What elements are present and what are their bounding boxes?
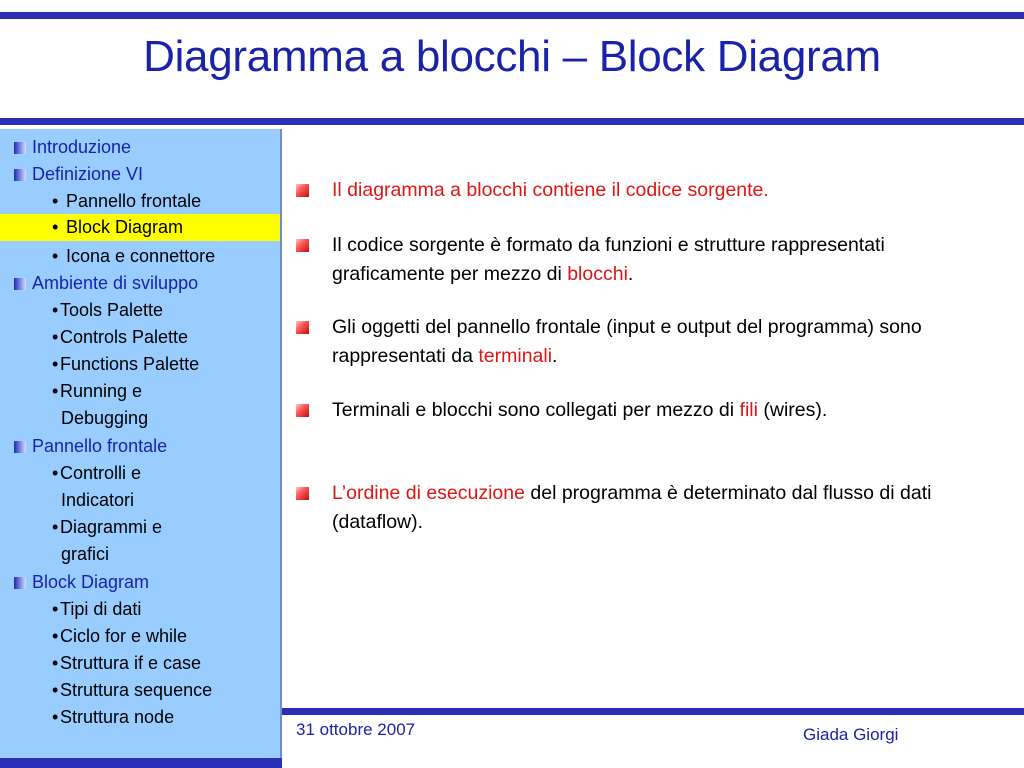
sidebar-subitem-pannello-frontale[interactable] (0, 188, 280, 215)
bullet-text-emphasis: L’ordine di esecuzione (332, 482, 525, 504)
bullet-text (332, 231, 972, 289)
dot-bullet: • (52, 653, 59, 673)
sidebar-item-label: Tipi di dati (60, 599, 142, 619)
bullet-text: Il diagramma a blocchi contiene il codice sorgente. (332, 179, 769, 201)
sidebar-item-label: Struttura if e case (60, 653, 202, 673)
bullet-text-plain: Gli oggetti del pannello frontale (input e output del programma) sono rappresentati da (332, 316, 922, 367)
bullet-text-emphasis: fili (739, 399, 758, 421)
sidebar-subitem-icona-connettore[interactable] (0, 243, 280, 270)
red-square-bullet-icon (296, 239, 309, 252)
sidebar-item-ambiente-sviluppo[interactable] (0, 270, 280, 297)
bullet-text-emphasis: terminali (478, 345, 553, 367)
footer-author: Giada Giorgi (803, 725, 899, 744)
footer-date: 31 ottobre 2007 (296, 720, 416, 739)
sidebar-item-label: Debugging (61, 408, 149, 428)
dot-bullet: • (52, 217, 59, 237)
sidebar-item-label: Tools Palette (60, 300, 164, 320)
dot-bullet: • (52, 680, 59, 700)
sidebar-subitem-struttura-node[interactable] (0, 704, 280, 731)
sidebar-item-definizione-vi[interactable] (0, 161, 280, 188)
sidebar-outline (0, 129, 282, 758)
dot-bullet: • (52, 517, 59, 537)
sidebar-item-label: Struttura node (60, 707, 175, 727)
sidebar-subitem-controls-palette[interactable] (0, 324, 280, 351)
bullet-text-plain: . (552, 345, 558, 367)
dot-bullet: • (52, 191, 59, 211)
sidebar-item-label: Pannello frontale (32, 436, 168, 456)
sidebar-item-label: Controlli e (60, 463, 142, 483)
sidebar-subitem-ciclo-for-while[interactable] (0, 623, 280, 650)
sidebar-item-label: Indicatori (61, 490, 135, 510)
sidebar-subitem-continuation (0, 405, 280, 432)
bullet-text (332, 396, 972, 425)
sidebar-item-label: Ciclo for e while (60, 626, 188, 646)
bullet-text-plain: . (627, 263, 634, 285)
sidebar-item-label: grafici (61, 544, 110, 564)
sidebar-subitem-struttura-sequence[interactable] (0, 677, 280, 704)
title-underline-rule (0, 118, 1024, 125)
sidebar-subitem-tools-palette[interactable] (0, 297, 280, 324)
sidebar-subitem-controlli-indicatori[interactable] (0, 460, 280, 487)
dot-bullet: • (52, 463, 59, 483)
sidebar-subitem-struttura-if-case[interactable] (0, 650, 280, 677)
sidebar-item-label: Functions Palette (60, 354, 200, 374)
sidebar-subitem-diagrammi-grafici[interactable] (0, 514, 280, 541)
square-bullet-icon (14, 169, 26, 181)
bullet-text-plain: Terminali e blocchi sono collegati per mezzo di (332, 399, 740, 421)
sidebar-item-label: Icona e connettore (66, 246, 216, 266)
sidebar-subitem-tipi-di-dati[interactable] (0, 596, 280, 623)
bullet-text (332, 313, 972, 371)
dot-bullet: • (52, 246, 59, 266)
dot-bullet: • (52, 354, 59, 374)
bullet-text-plain: del programma è determinato dal flusso di dati (dataflow). (332, 482, 932, 533)
page-title: Diagramma a blocchi – Block Diagram (143, 32, 881, 81)
square-bullet-icon (14, 441, 26, 453)
sidebar-item-label: Block Diagram (32, 572, 150, 592)
sidebar-item-pannello-frontale[interactable] (0, 433, 280, 460)
sidebar-subitem-block-diagram-current[interactable] (0, 214, 280, 241)
red-square-bullet-icon (296, 487, 309, 500)
sidebar-item-label: Ambiente di sviluppo (32, 273, 199, 293)
sidebar-item-label: Controls Palette (60, 327, 189, 347)
red-square-bullet-icon (296, 184, 309, 197)
bullet-text-plain: (wires). (757, 399, 828, 421)
dot-bullet: • (52, 599, 59, 619)
square-bullet-icon (14, 577, 26, 589)
sidebar-subitem-continuation (0, 487, 280, 514)
dot-bullet: • (52, 381, 59, 401)
dot-bullet: • (52, 707, 59, 727)
sidebar-item-label: Introduzione (32, 137, 132, 157)
square-bullet-icon (14, 278, 26, 290)
sidebar-subitem-continuation (0, 541, 280, 568)
red-square-bullet-icon (296, 321, 309, 334)
dot-bullet: • (52, 626, 59, 646)
sidebar-subitem-running-debugging[interactable] (0, 378, 280, 405)
sidebar-item-label: Struttura sequence (60, 680, 213, 700)
bullet-text-emphasis: blocchi (567, 263, 628, 285)
dot-bullet: • (52, 300, 59, 320)
footer-rule (282, 708, 1024, 715)
red-square-bullet-icon (296, 404, 309, 417)
sidebar-item-block-diagram[interactable] (0, 569, 280, 596)
sidebar-item-label: Running e (60, 381, 143, 401)
square-bullet-icon (14, 142, 26, 154)
sidebar-item-label: Block Diagram (66, 217, 184, 237)
bullet-text (332, 479, 972, 537)
bullet-text-plain: Il codice sorgente è formato da funzioni e strutture rappresentati graficamente per mezzo di (332, 234, 885, 285)
footer-rule-left (0, 758, 282, 768)
sidebar-item-introduzione[interactable] (0, 134, 280, 161)
sidebar-item-label: Definizione VI (32, 164, 144, 184)
sidebar-item-label: Pannello frontale (66, 191, 202, 211)
dot-bullet: • (52, 327, 59, 347)
sidebar-subitem-functions-palette[interactable] (0, 351, 280, 378)
sidebar-item-label: Diagrammi e (60, 517, 163, 537)
top-rule (0, 12, 1024, 19)
